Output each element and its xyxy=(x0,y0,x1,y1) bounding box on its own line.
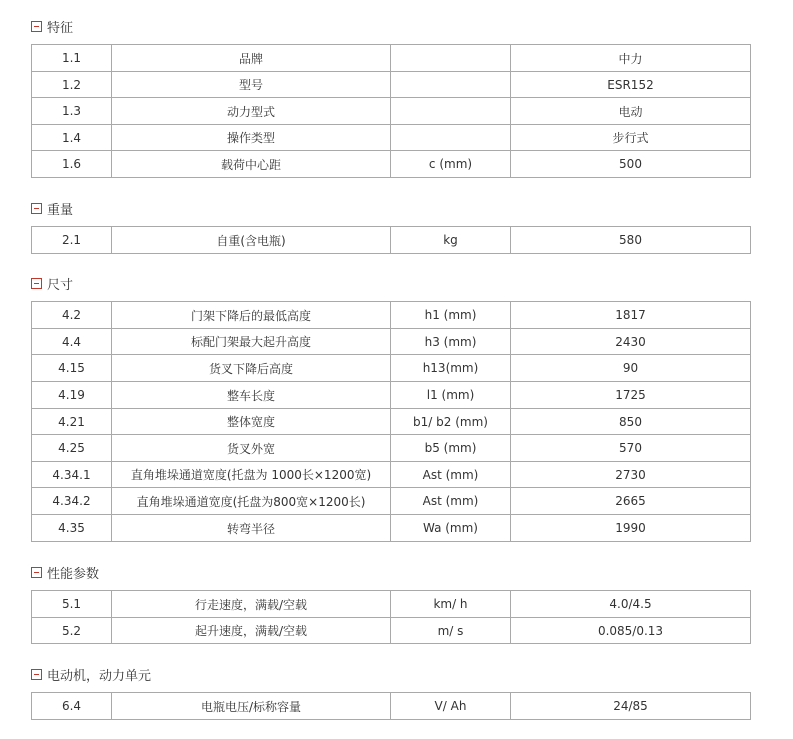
row-unit: l1 (mm) xyxy=(391,382,511,409)
row-value: 1725 xyxy=(511,382,751,409)
section-header-dimensions[interactable] xyxy=(31,274,73,292)
row-value: 500 xyxy=(511,151,751,178)
row-value: 850 xyxy=(511,409,751,435)
table-row xyxy=(32,435,751,462)
spec-table-features xyxy=(31,44,751,178)
table-row xyxy=(32,409,751,435)
row-number: 4.19 xyxy=(32,382,112,409)
row-number: 6.4 xyxy=(32,693,112,720)
table-row xyxy=(32,591,751,618)
row-value: 1990 xyxy=(511,515,751,542)
table-row xyxy=(32,151,751,178)
table-row xyxy=(32,98,751,125)
row-unit: m/ s xyxy=(391,618,511,644)
row-value: 90 xyxy=(511,355,751,382)
row-value: 0.085/0.13 xyxy=(511,618,751,644)
row-unit: b1/ b2 (mm) xyxy=(391,409,511,435)
table-row xyxy=(32,72,751,98)
section-title: 电动机，动力单元 xyxy=(47,668,152,684)
section-title: 尺寸 xyxy=(47,277,74,293)
row-number: 4.35 xyxy=(32,515,112,542)
row-item: 载荷中心距 xyxy=(112,151,391,178)
row-number: 1.6 xyxy=(32,151,112,178)
row-unit: b5 (mm) xyxy=(391,435,511,462)
row-item: 动力型式 xyxy=(112,98,391,125)
section-header-performance[interactable] xyxy=(31,563,99,581)
row-value: 24/85 xyxy=(511,693,751,720)
section-header-features[interactable] xyxy=(31,17,73,35)
row-unit xyxy=(391,45,511,72)
table-row xyxy=(32,329,751,355)
row-value: 580 xyxy=(511,227,751,254)
row-number: 4.4 xyxy=(32,329,112,355)
table-row xyxy=(32,302,751,329)
row-unit: Wa (mm) xyxy=(391,515,511,542)
table-row xyxy=(32,355,751,382)
row-value: 1817 xyxy=(511,302,751,329)
row-number: 4.2 xyxy=(32,302,112,329)
row-number: 4.21 xyxy=(32,409,112,435)
table-row xyxy=(32,618,751,644)
row-item: 自重(含电瓶) xyxy=(112,227,391,254)
table-row xyxy=(32,462,751,488)
collapse-icon[interactable] xyxy=(31,567,42,578)
row-unit: Ast (mm) xyxy=(391,462,511,488)
table-row xyxy=(32,488,751,515)
row-unit: c (mm) xyxy=(391,151,511,178)
row-value: 步行式 xyxy=(511,125,751,151)
section-header-weight[interactable] xyxy=(31,199,73,217)
row-value: 2665 xyxy=(511,488,751,515)
row-number: 1.4 xyxy=(32,125,112,151)
collapse-icon[interactable] xyxy=(31,278,42,289)
table-row xyxy=(32,125,751,151)
row-item: 型号 xyxy=(112,72,391,98)
spec-table-dimensions xyxy=(31,301,751,542)
table-row xyxy=(32,45,751,72)
row-item: 整车长度 xyxy=(112,382,391,409)
spec-table-weight xyxy=(31,226,751,254)
row-unit xyxy=(391,125,511,151)
collapse-icon[interactable] xyxy=(31,669,42,680)
row-unit: V/ Ah xyxy=(391,693,511,720)
row-value: 2430 xyxy=(511,329,751,355)
row-number: 1.1 xyxy=(32,45,112,72)
row-number: 4.15 xyxy=(32,355,112,382)
row-number: 1.3 xyxy=(32,98,112,125)
row-unit: Ast (mm) xyxy=(391,488,511,515)
section-header-motor[interactable] xyxy=(31,665,151,683)
row-item: 货叉外宽 xyxy=(112,435,391,462)
table-row xyxy=(32,227,751,254)
row-number: 5.1 xyxy=(32,591,112,618)
collapse-icon[interactable] xyxy=(31,21,42,32)
row-number: 5.2 xyxy=(32,618,112,644)
row-number: 2.1 xyxy=(32,227,112,254)
row-unit: h1 (mm) xyxy=(391,302,511,329)
row-value: 570 xyxy=(511,435,751,462)
row-number: 4.34.1 xyxy=(32,462,112,488)
spec-table-motor xyxy=(31,692,751,720)
row-item: 门架下降后的最低高度 xyxy=(112,302,391,329)
row-value: ESR152 xyxy=(511,72,751,98)
row-item: 标配门架最大起升高度 xyxy=(112,329,391,355)
spec-table-performance xyxy=(31,590,751,644)
table-row xyxy=(32,382,751,409)
row-unit: km/ h xyxy=(391,591,511,618)
row-value: 4.0/4.5 xyxy=(511,591,751,618)
section-title: 特征 xyxy=(47,20,74,36)
row-item: 货叉下降后高度 xyxy=(112,355,391,382)
row-item: 行走速度，满载/空载 xyxy=(112,591,391,618)
row-value: 电动 xyxy=(511,98,751,125)
row-unit xyxy=(391,98,511,125)
row-item: 直角堆垛通道宽度(托盘为800宽×1200长) xyxy=(112,488,391,515)
row-number: 1.2 xyxy=(32,72,112,98)
row-unit: h13(mm) xyxy=(391,355,511,382)
row-item: 起升速度，满载/空载 xyxy=(112,618,391,644)
row-unit: kg xyxy=(391,227,511,254)
section-title: 重量 xyxy=(47,202,74,218)
row-item: 电瓶电压/标称容量 xyxy=(112,693,391,720)
row-value: 中力 xyxy=(511,45,751,72)
row-unit xyxy=(391,72,511,98)
table-row xyxy=(32,515,751,542)
row-unit: h3 (mm) xyxy=(391,329,511,355)
row-value: 2730 xyxy=(511,462,751,488)
row-item: 整体宽度 xyxy=(112,409,391,435)
row-item: 直角堆垛通道宽度(托盘为 1000长×1200宽) xyxy=(112,462,391,488)
section-title: 性能参数 xyxy=(47,566,100,582)
table-row xyxy=(32,693,751,720)
row-item: 品牌 xyxy=(112,45,391,72)
collapse-icon[interactable] xyxy=(31,203,42,214)
row-item: 操作类型 xyxy=(112,125,391,151)
row-number: 4.34.2 xyxy=(32,488,112,515)
row-number: 4.25 xyxy=(32,435,112,462)
row-item: 转弯半径 xyxy=(112,515,391,542)
